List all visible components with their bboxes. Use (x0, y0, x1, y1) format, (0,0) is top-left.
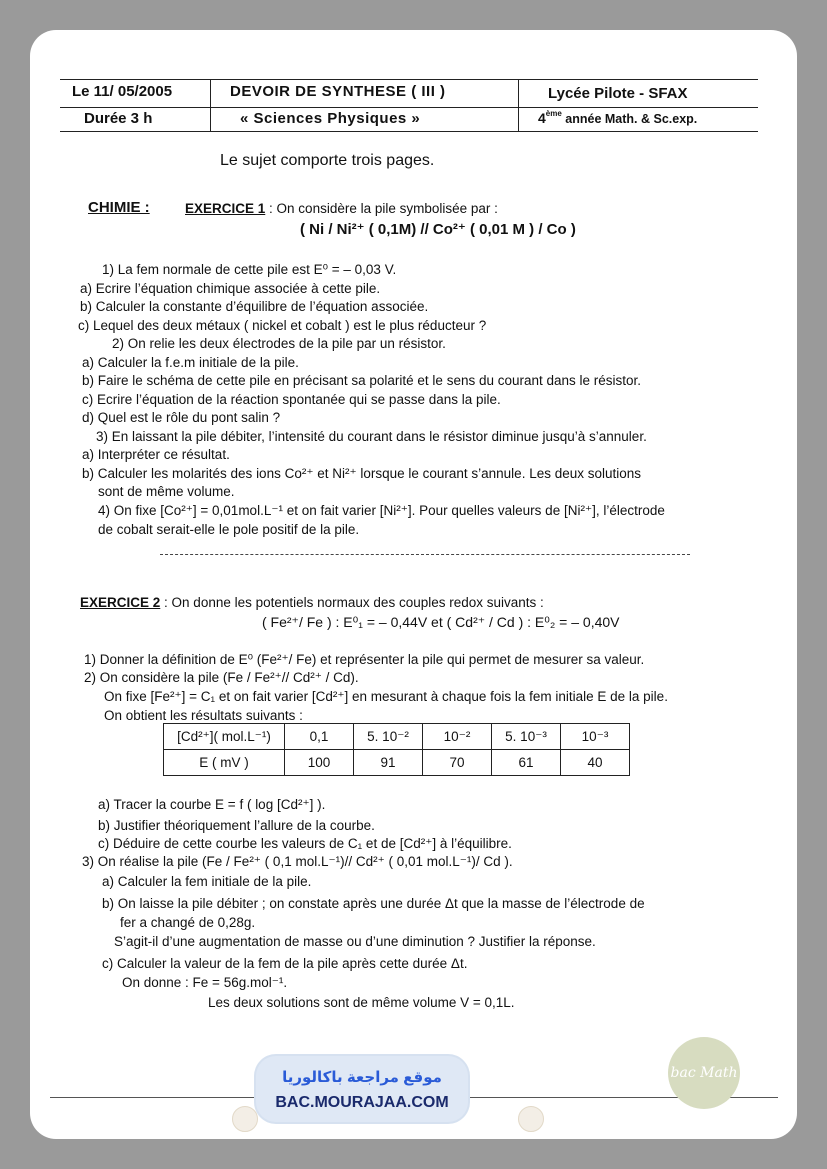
table-header-cell: E ( mV ) (164, 750, 285, 776)
table-cell: 10⁻² (423, 724, 492, 750)
exam-duration: Durée 3 h (84, 110, 153, 127)
ex1-line: b) Faire le schéma de cette pile en précisant sa polarité et le sens du courant dans le résistor. (82, 373, 642, 388)
ex1-line: a) Calculer la f.e.m initiale de la pile. (82, 355, 299, 370)
bac-math-badge: bac Math (668, 1037, 740, 1109)
ex2-line: 3) On réalise la pile (Fe / Fe²⁺ ( 0,1 mol.L⁻¹)// Cd²⁺ ( 0,01 mol.L⁻¹)/ Cd ). (82, 854, 513, 869)
ex2-couples: ( Fe²⁺/ Fe ) : E⁰₁ = – 0,44V et ( Cd²⁺ / Cd ) : E⁰₂ = – 0,40V (262, 614, 620, 630)
ex1-line: de cobalt serait-elle le pole positif de la pile. (98, 522, 360, 537)
site-logo-icon (232, 1106, 258, 1132)
ex2-intro: : On donne les potentiels normaux des couples redox suivants : (164, 595, 544, 610)
ex1-line: sont de même volume. (98, 484, 235, 499)
ex2-line: On fixe [Fe²⁺] = C₁ et on fait varier [Cd²⁺] en mesurant à chaque fois la fem initiale E de la pile. (104, 689, 668, 704)
table-cell: 70 (423, 750, 492, 776)
ex2-line: Les deux solutions sont de même volume V = 0,1L. (208, 995, 515, 1010)
table-row (164, 750, 630, 776)
ex1-line: 2) On relie les deux électrodes de la pile par un résistor. (112, 336, 446, 351)
ex2-line: On obtient les résultats suivants : (104, 708, 303, 723)
ex1-line: 1) La fem normale de cette pile est E⁰ = – 0,03 V. (102, 262, 397, 277)
table-cell: 40 (561, 750, 630, 776)
ex1-line: b) Calculer les molarités des ions Co²⁺ et Ni²⁺ lorsque le courant s’annule. Les deux solutions (82, 466, 642, 481)
school-name: Lycée Pilote - SFAX (548, 85, 688, 102)
header-bottom-border (60, 131, 758, 132)
ex2-line: b) On laisse la pile débiter ; on constate après une durée Δt que la masse de l’électrode de (102, 896, 645, 911)
ex1-line: a) Ecrire l’équation chimique associée à cette pile. (80, 281, 381, 296)
ex1-intro: : On considère la pile symbolisée par : (269, 201, 498, 216)
ex2-line: fer a changé de 0,28g. (120, 915, 256, 930)
site-banner[interactable] (256, 1056, 468, 1122)
header-separator (518, 79, 519, 131)
ex2-line: 1) Donner la définition de E⁰ (Fe²⁺/ Fe) et représenter la pile qui permet de mesurer sa valeur. (84, 652, 645, 667)
ex1-label: EXERCICE 1 (185, 201, 266, 216)
ex1-pile: ( Ni / Ni²⁺ ( 0,1M) // Co²⁺ ( 0,01 M ) / Co ) (300, 221, 576, 238)
ex1-line: c) Ecrire l’équation de la réaction spontanée qui se passe dans la pile. (82, 392, 501, 407)
class-number: 4 (538, 110, 546, 126)
table-cell: 0,1 (285, 724, 354, 750)
document-page (30, 30, 797, 1139)
table-cell: 10⁻³ (561, 724, 630, 750)
exam-date: Le 11/ 05/2005 (72, 83, 173, 100)
ex2-line: S’agit-il d’une augmentation de masse ou d’une diminution ? Justifier la réponse. (114, 934, 596, 949)
ex2-line: 2) On considère la pile (Fe / Fe²⁺// Cd²⁺ / Cd). (84, 670, 359, 685)
table-header-cell: [Cd²⁺]( mol.L⁻¹) (164, 724, 285, 750)
ex2-line: a) Tracer la courbe E = f ( log [Cd²⁺] ). (98, 797, 326, 812)
ex2-line: a) Calculer la fem initiale de la pile. (102, 874, 312, 889)
ex1-line: 3) En laissant la pile débiter, l’intensité du courant dans le résistor diminue jusqu’à s’annuler. (96, 429, 647, 444)
ex2-heading (80, 595, 544, 610)
header-top-border (60, 79, 758, 80)
table-cell: 5. 10⁻² (354, 724, 423, 750)
table-cell: 91 (354, 750, 423, 776)
ex2-line: b) Justifier théoriquement l’allure de la courbe. (98, 818, 375, 833)
ex2-line: On donne : Fe = 56g.mol⁻¹. (122, 975, 288, 990)
table-cell: 100 (285, 750, 354, 776)
site-logo-icon (518, 1106, 544, 1132)
class-name: année Math. & Sc.exp. (561, 112, 698, 126)
header-mid-border (60, 107, 758, 108)
ex2-line: c) Déduire de cette courbe les valeurs de C₁ et de [Cd²⁺] à l’équilibre. (98, 836, 512, 851)
ex1-heading (185, 201, 498, 216)
exam-subject: « Sciences Physiques » (240, 110, 421, 127)
table-cell: 5. 10⁻³ (492, 724, 561, 750)
table-cell: 61 (492, 750, 561, 776)
ex2-line: c) Calculer la valeur de la fem de la pile après cette durée Δt. (102, 956, 468, 971)
ex1-line: d) Quel est le rôle du pont salin ? (82, 410, 281, 425)
chimie-label: CHIMIE : (88, 199, 150, 216)
site-url[interactable]: BAC.MOURAJAA.COM (275, 1094, 449, 1111)
ex1-line: a) Interpréter ce résultat. (82, 447, 230, 462)
ex1-line: 4) On fixe [Co²⁺] = 0,01mol.L⁻¹ et on fait varier [Ni²⁺]. Pour quelles valeurs de [Ni²⁺], l’électrode (98, 503, 665, 518)
exam-title: DEVOIR DE SYNTHESE ( III ) (230, 83, 446, 100)
intro-text: Le sujet comporte trois pages. (220, 152, 435, 169)
class-level (538, 110, 697, 126)
site-arabic-name: موقع مراجعة باكالوريا (282, 1069, 442, 1086)
ex1-line: b) Calculer la constante d’équilibre de l’équation associée. (80, 299, 429, 314)
ex1-line: c) Lequel des deux métaux ( nickel et cobalt ) est le plus réducteur ? (78, 318, 487, 333)
header-separator (210, 79, 211, 131)
ex2-label: EXERCICE 2 (80, 595, 161, 610)
table-row (164, 724, 630, 750)
class-sup: ème (545, 109, 562, 118)
results-table (163, 723, 630, 776)
section-divider (160, 554, 690, 555)
